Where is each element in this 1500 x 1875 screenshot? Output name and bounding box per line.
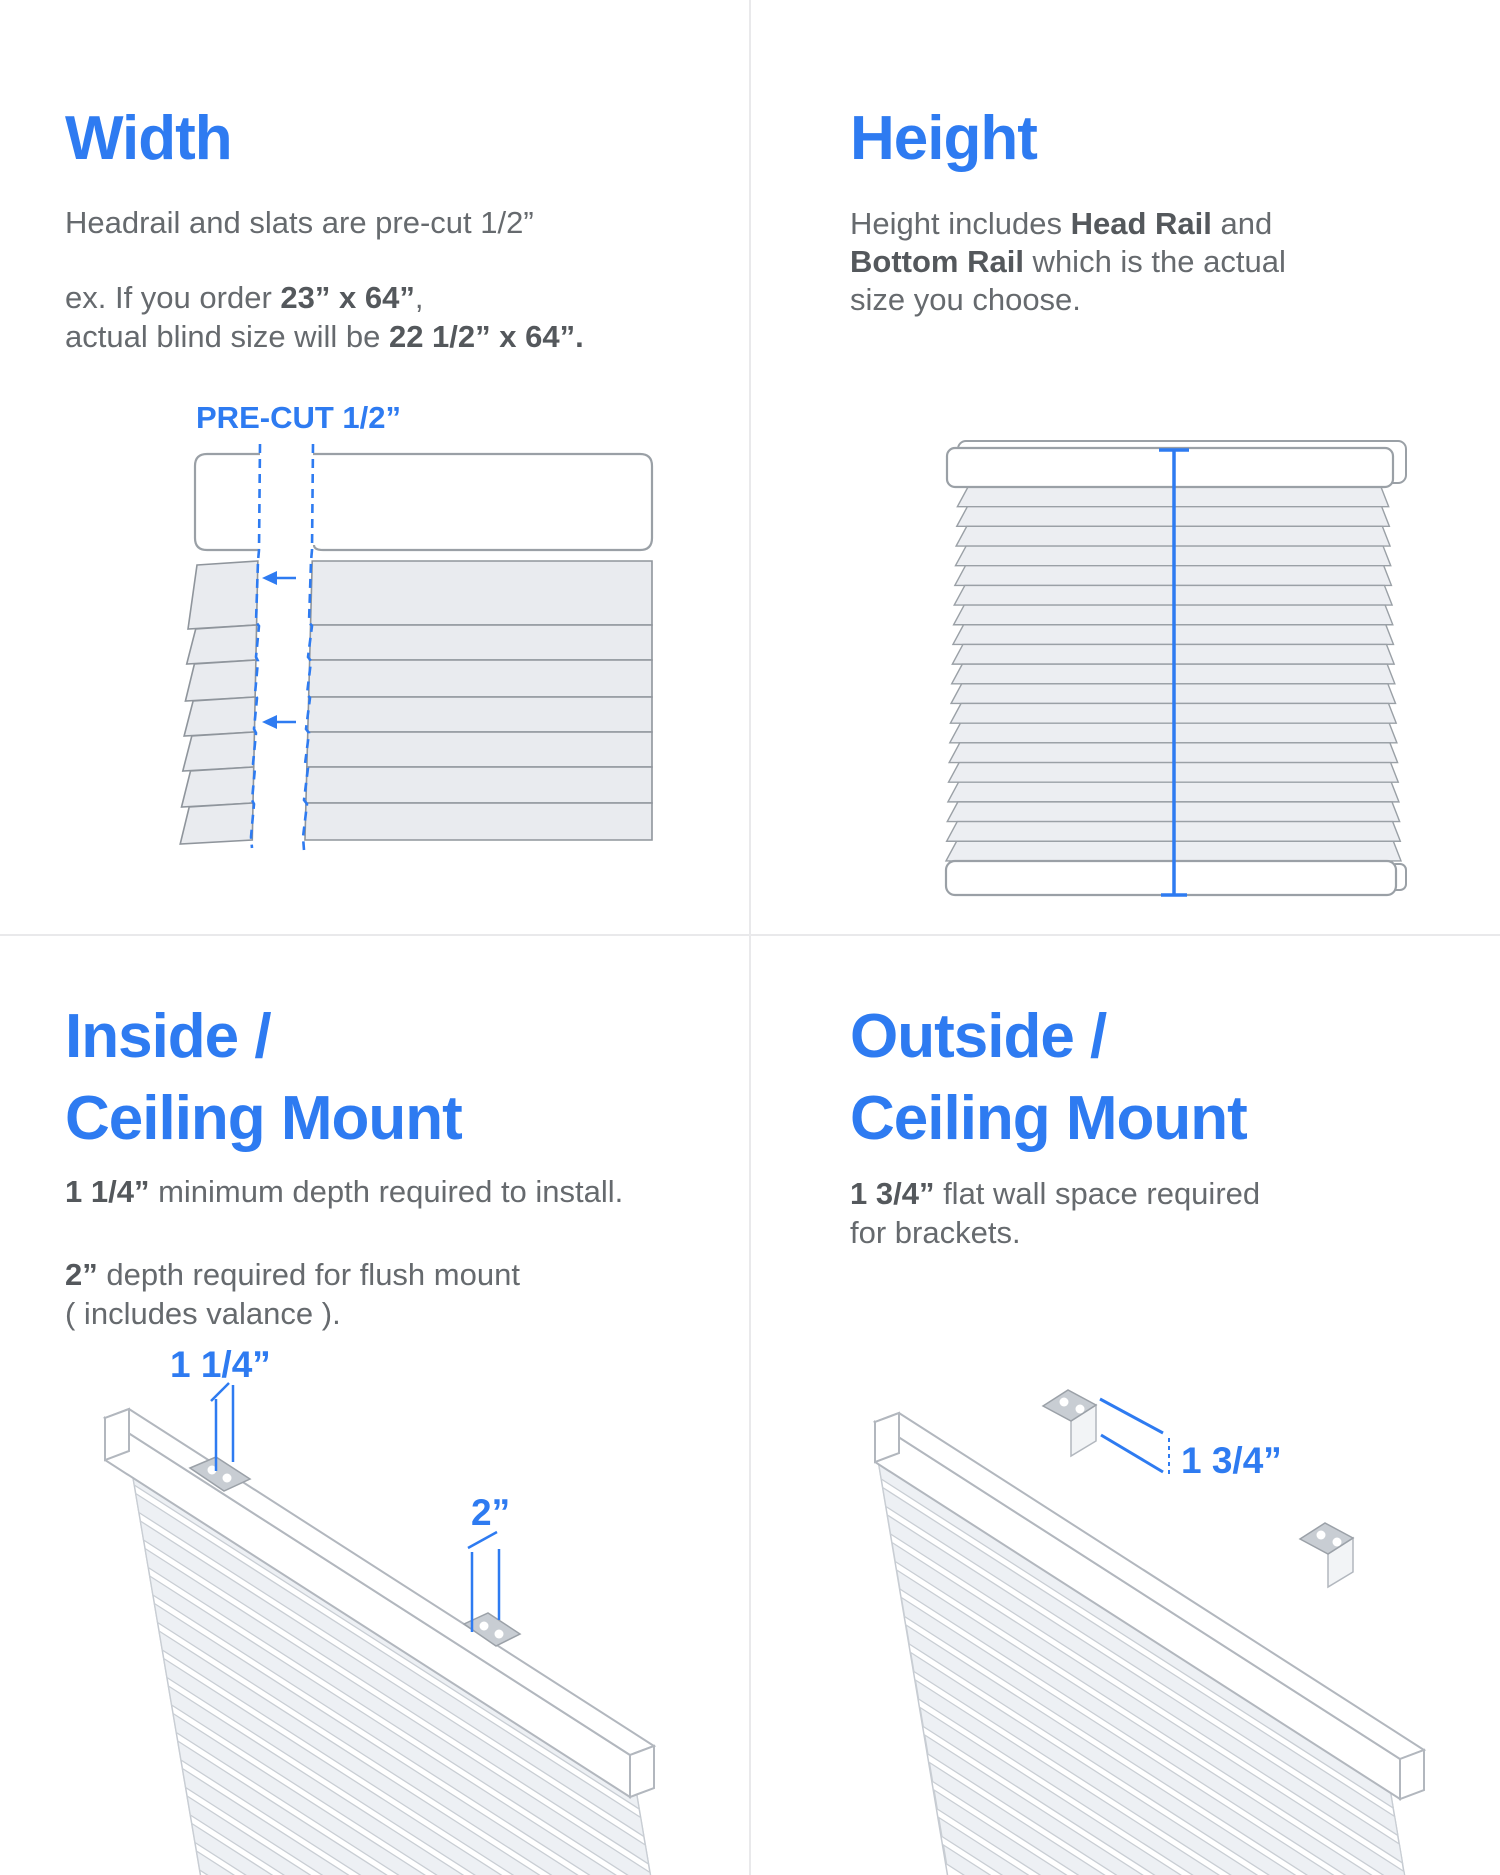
wall-space-measure-lines xyxy=(1100,1399,1169,1478)
inside-mount-diagram xyxy=(60,1325,720,1875)
inside-flush-text xyxy=(65,1255,520,1333)
inside-flush-depth-label: 2” xyxy=(471,1492,511,1533)
headrail-left-piece xyxy=(195,454,260,550)
height-section-title: Height xyxy=(850,104,1037,173)
outside-title-line1: Outside / xyxy=(850,1002,1107,1071)
outside-space-line1: 1 3/4” flat wall space required xyxy=(850,1176,1261,1211)
inside-flush-line2: ( includes valance ). xyxy=(65,1296,341,1331)
outside-wall-space-label: 1 3/4” xyxy=(1181,1440,1282,1481)
horizontal-divider xyxy=(0,934,1500,936)
inside-depth-text: 1 1/4” minimum depth required to install. xyxy=(65,1174,624,1209)
width-example-text xyxy=(65,278,584,356)
bottom-rail xyxy=(946,861,1396,895)
width-slats-right xyxy=(305,561,652,840)
height-body-line1: Height includes Head Rail and xyxy=(850,206,1273,241)
inside-mount-title xyxy=(65,996,462,1160)
outside-mount-diagram xyxy=(750,1325,1500,1875)
height-diagram xyxy=(930,430,1420,910)
width-section-title: Width xyxy=(65,104,232,173)
width-diagram xyxy=(140,440,660,880)
height-body-line3: size you choose. xyxy=(850,282,1081,317)
outside-space-line2: for brackets. xyxy=(850,1215,1021,1250)
inside-title-line2: Ceiling Mount xyxy=(65,1084,462,1153)
width-intro-text xyxy=(65,205,534,241)
precut-label: PRE-CUT 1/2” xyxy=(196,400,401,435)
head-rail xyxy=(947,448,1393,487)
width-slats-left xyxy=(180,561,258,844)
outside-space-text xyxy=(850,1174,1260,1252)
wall-bracket-right xyxy=(1300,1523,1353,1587)
outside-title-line2: Ceiling Mount xyxy=(850,1084,1247,1153)
inside-min-depth-label: 1 1/4” xyxy=(170,1344,271,1385)
height-body-text xyxy=(850,205,1286,319)
cut-arrow-bottom xyxy=(262,715,296,729)
inside-title-line1: Inside / xyxy=(65,1002,271,1071)
width-example-line1: ex. If you order 23” x 64”, xyxy=(65,280,424,315)
cut-arrow-top xyxy=(262,571,296,585)
height-body-line2: Bottom Rail which is the actual xyxy=(850,244,1286,279)
outside-mount-title xyxy=(850,996,1247,1160)
width-intro-line: Headrail and slats are pre-cut 1/2” xyxy=(65,205,534,240)
inside-flush-line1: 2” depth required for flush mount xyxy=(65,1257,520,1292)
width-example-line2: actual blind size will be 22 1/2” x 64”. xyxy=(65,319,584,354)
wall-bracket-left xyxy=(1043,1390,1096,1456)
headrail-right-piece xyxy=(313,454,652,550)
